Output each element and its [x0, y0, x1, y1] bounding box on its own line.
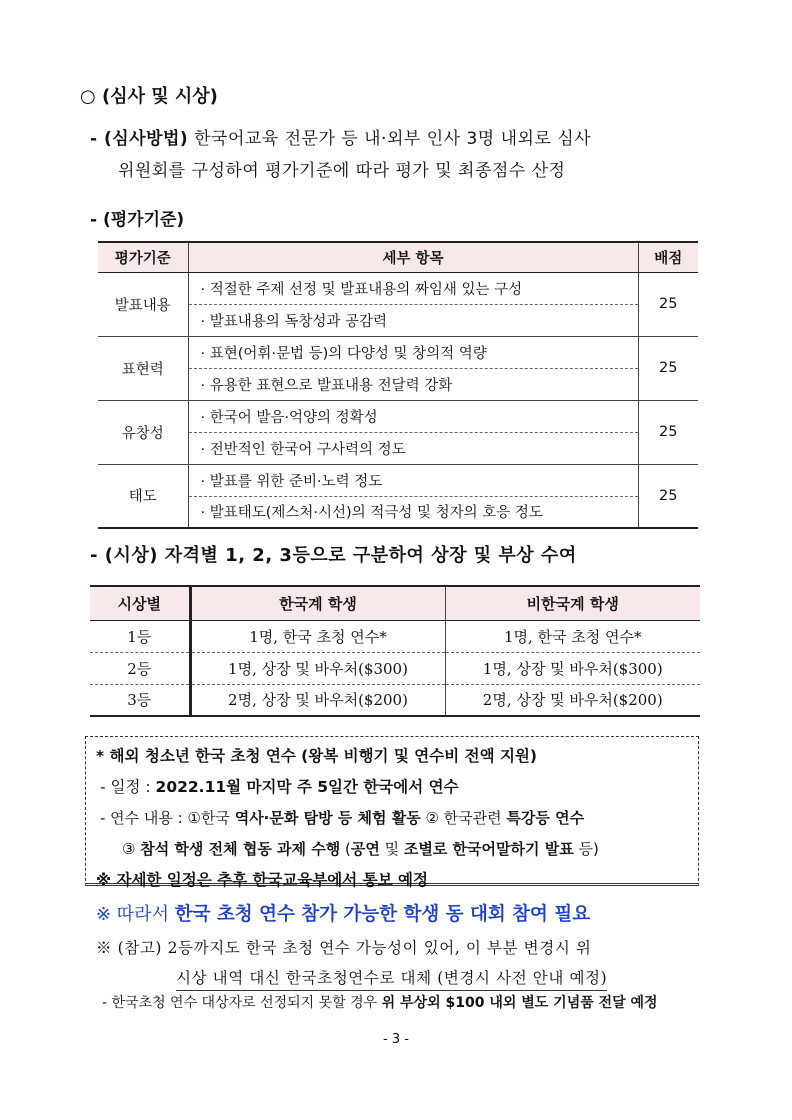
note-schedule-value: 2022.11월 마지막 주 5일간 한국에서 연수 — [155, 778, 459, 796]
criteria-category: 태도 — [98, 464, 188, 528]
criteria-item: · 한국어 발음·억양의 정확성 — [188, 400, 638, 432]
note-content — [96, 803, 688, 834]
table-row — [98, 368, 698, 400]
note-content2-mid1: ( — [340, 840, 351, 858]
criteria-table — [98, 241, 698, 529]
award-korean: 1명, 상장 및 바우처($300) — [190, 652, 445, 684]
criteria-header-category: 평가기준 — [98, 242, 188, 272]
criteria-category: 유창성 — [98, 400, 188, 464]
award-rank: 2등 — [90, 652, 190, 684]
criteria-item: · 표현(어휘·문법 등)의 다양성 및 창의적 역량 — [188, 336, 638, 368]
footer-note-prefix: - 한국초청 연수 대상자로 선정되지 못할 경우 — [102, 995, 382, 1011]
award-korean: 1명, 한국 초청 연수* — [190, 620, 445, 652]
method-line2: 위원회를 구성하여 평가기준에 따라 평가 및 최종점수 산정 — [118, 161, 566, 181]
table-row — [98, 496, 698, 528]
criteria-score: 25 — [638, 336, 698, 400]
table-row — [90, 684, 700, 716]
table-row — [90, 652, 700, 684]
awards-header-korean: 한국계 학생 — [190, 586, 445, 620]
criteria-header-score: 배점 — [638, 242, 698, 272]
criteria-score: 25 — [638, 464, 698, 528]
note-schedule — [96, 772, 688, 803]
award-korean: 2명, 상장 및 바우처($200) — [190, 684, 445, 716]
notice-prefix: ※ 따라서 — [96, 904, 175, 925]
note-content-prefix: - 연수 내용 : ①한국 — [100, 809, 235, 827]
criteria-item: · 발표태도(제스처·시선)의 적극성 및 청자의 호응 정도 — [188, 496, 638, 528]
criteria-item: · 적절한 주제 선정 및 발표내용의 짜임새 있는 구성 — [188, 272, 638, 304]
note-content-mid: ② 한국관련 — [420, 809, 507, 827]
awards-header-rank: 시상별 — [90, 586, 190, 620]
criteria-category: 발표내용 — [98, 272, 188, 336]
table-row — [98, 400, 698, 432]
table-row — [90, 620, 700, 652]
training-note-box — [85, 736, 699, 889]
reference-line2: 시상 내역 대신 한국초청연수로 대체 (변경시 사전 안내 예정) — [176, 966, 607, 991]
note-content2 — [96, 834, 688, 865]
criteria-item: · 발표를 위한 준비·노력 정도 — [188, 464, 638, 496]
table-row — [98, 304, 698, 336]
note-content2-mid2: 및 — [379, 840, 404, 858]
method-line1: 한국어교육 전문가 등 내·외부 인사 3명 내외로 심사 — [194, 129, 592, 149]
reference-line1: ※ (참고) 2등까지도 한국 초청 연수 가능성이 있어, 이 부분 변경시 위 — [96, 939, 592, 957]
note-content2-end: 등) — [573, 840, 599, 858]
note-content-bold2: 특강등 연수 — [506, 809, 585, 827]
page-number: - 3 - — [383, 1032, 409, 1047]
award-nonkorean: 1명, 한국 초청 연수* — [445, 620, 700, 652]
table-row — [98, 336, 698, 368]
notice-line — [96, 900, 590, 926]
note-remark: ※ 자세한 일정은 추후 한국교육부에서 통보 예정 — [96, 871, 428, 889]
method-label: - (심사방법) — [90, 129, 189, 149]
award-nonkorean: 1명, 상장 및 바우처($300) — [445, 652, 700, 684]
note-content2-bold3: 조별로 한국어말하기 발표 — [403, 840, 574, 858]
criteria-label: - (평가기준) — [90, 210, 185, 230]
note-content2-prefix: ③ — [122, 840, 141, 858]
notice-highlight: 한국 초청 연수 참가 가능한 학생 동 대회 참여 필요 — [174, 904, 591, 925]
note-content2-bold2: 공연 — [350, 840, 380, 858]
criteria-score: 25 — [638, 400, 698, 464]
section-title: ○ (심사 및 시상) — [80, 86, 218, 107]
note-title: * 해외 청소년 한국 초청 연수 (왕복 비행기 및 연수비 전액 지원) — [96, 747, 537, 765]
criteria-header-items: 세부 항목 — [188, 242, 638, 272]
footer-note — [102, 992, 658, 1012]
footer-note-bold: 위 부상외 $100 내외 별도 기념품 전달 예정 — [381, 995, 658, 1011]
awards-table — [90, 585, 700, 717]
table-row — [98, 272, 698, 304]
table-row — [98, 432, 698, 464]
table-row — [98, 464, 698, 496]
criteria-category: 표현력 — [98, 336, 188, 400]
award-nonkorean: 2명, 상장 및 바우처($200) — [445, 684, 700, 716]
criteria-item: · 유용한 표현으로 발표내용 전달력 강화 — [188, 368, 638, 400]
note-schedule-prefix: - 일정 : — [100, 778, 156, 796]
criteria-item: · 발표내용의 독창성과 공감력 — [188, 304, 638, 336]
awards-header-nonkorean: 비한국계 학생 — [445, 586, 700, 620]
criteria-score: 25 — [638, 272, 698, 336]
award-rank: 1등 — [90, 620, 190, 652]
criteria-item: · 전반적인 한국어 구사력의 정도 — [188, 432, 638, 464]
note-content2-bold1: 참석 학생 전체 협동 과제 수행 — [140, 840, 341, 858]
method-paragraph — [90, 124, 591, 154]
award-rank: 3등 — [90, 684, 190, 716]
note-content-bold1: 역사·문화 탐방 등 체험 활동 — [234, 809, 421, 827]
awards-label: - (시상) 자격별 1, 2, 3등으로 구분하여 상장 및 부상 수여 — [90, 545, 577, 566]
